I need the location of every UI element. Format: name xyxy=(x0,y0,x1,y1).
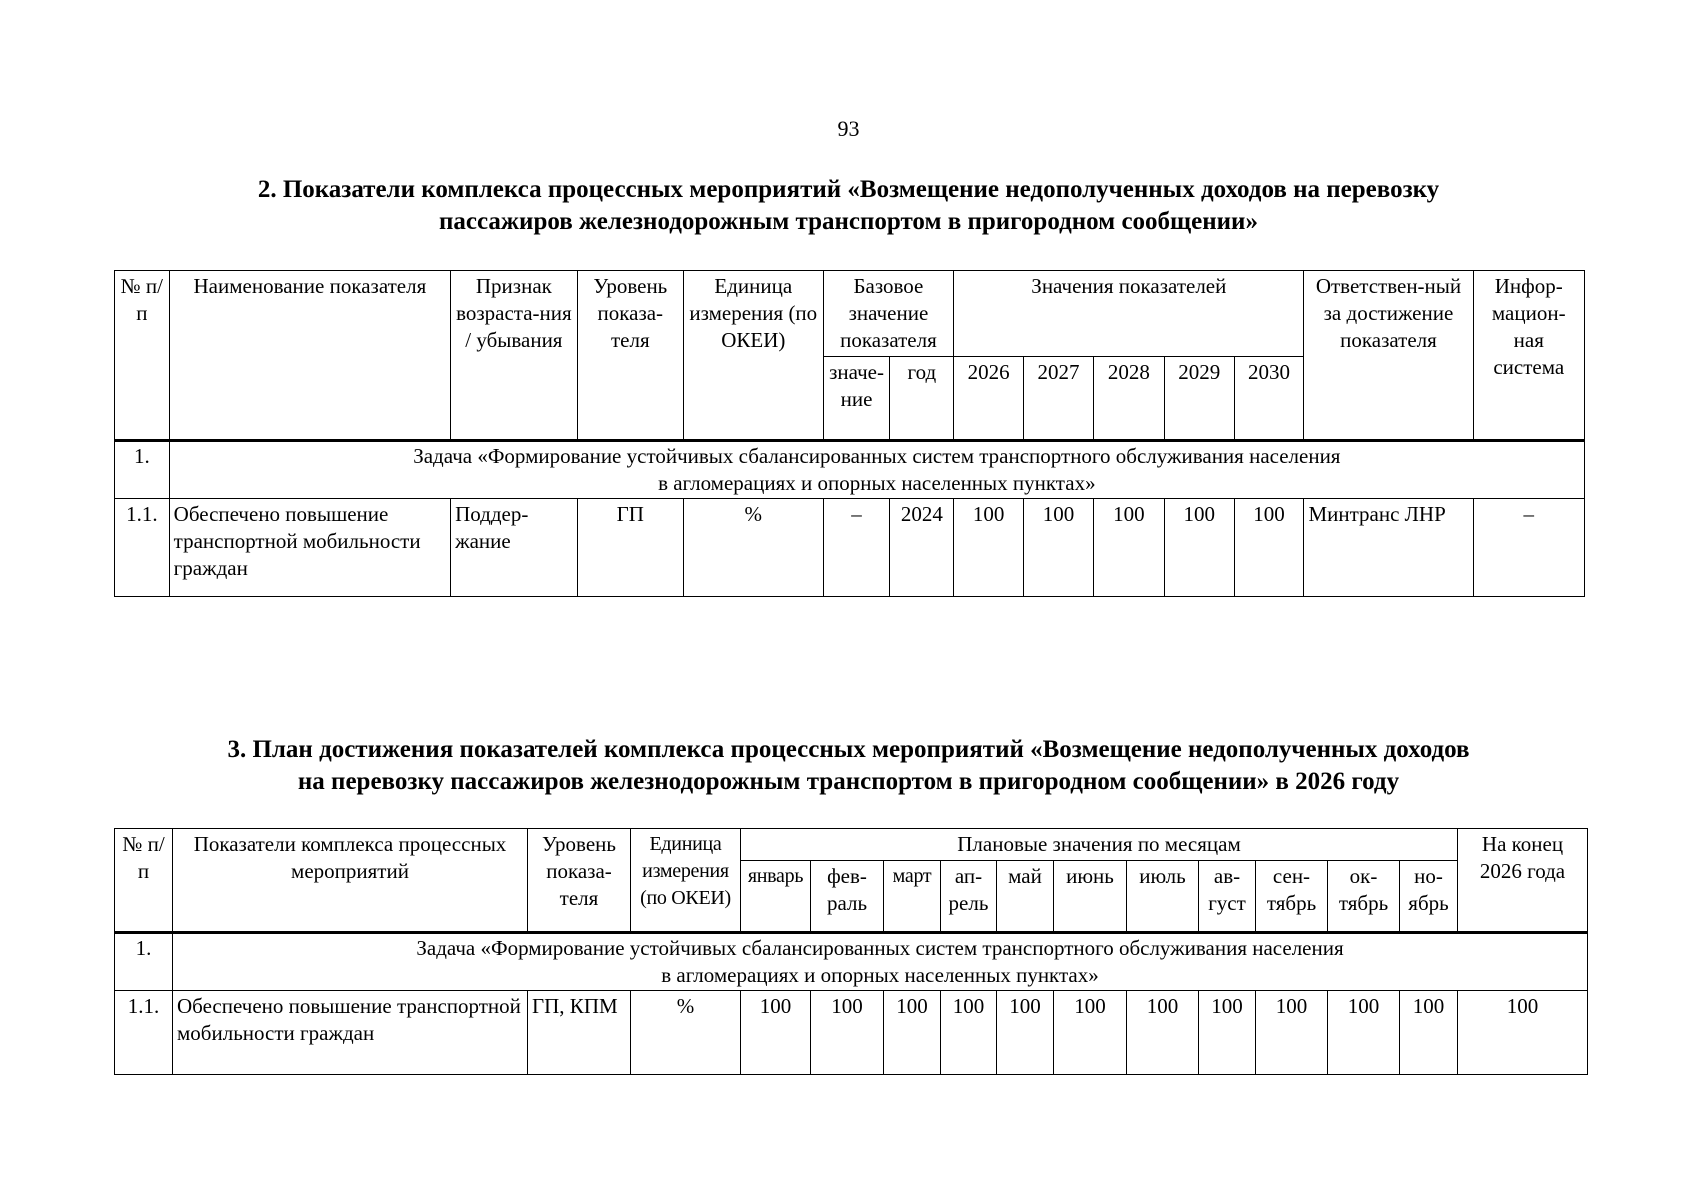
col-month-header: но-ябрь xyxy=(1400,861,1458,933)
col-year-header: 2029 xyxy=(1164,357,1234,441)
task-text-line1: Задача «Формирование устойчивых сбалансированных систем транспортного обслуживания населения xyxy=(413,444,1341,468)
col-base-header: Базовое значение показателя xyxy=(823,271,954,357)
row-unit: % xyxy=(631,991,741,1075)
table2-header-row1 xyxy=(115,829,1588,861)
col-month-header: ок-тябрь xyxy=(1328,861,1400,933)
col-year-header: 2026 xyxy=(954,357,1024,441)
row-sign: Поддер-жание xyxy=(451,499,578,597)
col-month-header: май xyxy=(997,861,1054,933)
row-value: 100 xyxy=(1093,499,1164,597)
row-name: Обеспечено повышение транспортной мобильности граждан xyxy=(169,499,450,597)
row-month-value: 100 xyxy=(811,991,884,1075)
task-text-line2: в агломерациях и опорных населенных пунктах» xyxy=(658,471,1096,495)
col-unit-header: Единица измерения (по ОКЕИ) xyxy=(631,829,741,933)
row-month-value: 100 xyxy=(1328,991,1400,1075)
col-month-header: ап-рель xyxy=(941,861,997,933)
col-level-header: Уровень показа-теля xyxy=(577,271,683,441)
row-level: ГП xyxy=(577,499,683,597)
row-level: ГП, КПМ xyxy=(528,991,631,1075)
section-3-title-line2: на перевозку пассажиров железнодорожным транспортом в пригородном сообщении» в 2026 году xyxy=(297,768,1400,795)
row-responsible: Минтранс ЛНР xyxy=(1304,499,1473,597)
row-month-value: 100 xyxy=(941,991,997,1075)
row-month-value: 100 xyxy=(997,991,1054,1075)
col-responsible-header: Ответствен-ный за достижение показателя xyxy=(1304,271,1473,441)
table1-header-row1 xyxy=(115,271,1585,357)
task-row xyxy=(115,441,1585,499)
col-num-header: № п/п xyxy=(115,271,170,441)
task-num: 1. xyxy=(115,933,173,991)
table-row xyxy=(115,499,1585,597)
col-month-header: июнь xyxy=(1054,861,1127,933)
col-end-of-year-header: На конец 2026 года xyxy=(1458,829,1588,933)
page-number: 93 xyxy=(837,116,860,141)
row-base-value: – xyxy=(823,499,890,597)
row-month-value: 100 xyxy=(1400,991,1458,1075)
indicators-table xyxy=(114,270,1585,597)
col-num-header: № п/п xyxy=(115,829,173,933)
col-base-value-header: значе-ние xyxy=(823,357,890,441)
col-month-header: сен-тябрь xyxy=(1256,861,1328,933)
col-name-header: Показатели комплекса процессных мероприятий xyxy=(173,829,528,933)
monthly-plan-table xyxy=(114,828,1588,1075)
col-month-header: фев-раль xyxy=(811,861,884,933)
row-month-value: 100 xyxy=(741,991,811,1075)
col-month-header: ав-густ xyxy=(1199,861,1256,933)
table-row xyxy=(115,991,1588,1075)
row-month-value: 100 xyxy=(1054,991,1127,1075)
row-value: 100 xyxy=(1234,499,1304,597)
col-month-header: март xyxy=(884,861,941,933)
task-text-line2: в агломерациях и опорных населенных пунктах» xyxy=(661,963,1099,987)
task-num: 1. xyxy=(115,441,170,499)
col-year-header: 2028 xyxy=(1093,357,1164,441)
row-info-system: – xyxy=(1473,499,1584,597)
col-month-header: январь xyxy=(741,861,811,933)
row-value: 100 xyxy=(1024,499,1094,597)
section-2-title xyxy=(0,174,1697,238)
col-level-header: Уровень показа-теля xyxy=(528,829,631,933)
col-month-header: июль xyxy=(1127,861,1199,933)
row-num: 1.1. xyxy=(115,991,173,1075)
col-sign-header: Признак возраста-ния / убывания xyxy=(451,271,578,441)
row-base-year: 2024 xyxy=(890,499,954,597)
col-info-system-header: Инфор-мацион-ная система xyxy=(1473,271,1584,441)
row-num: 1.1. xyxy=(115,499,170,597)
section-3-title-line1: 3. План достижения показателей комплекса процессных мероприятий «Возмещение недополученных доходов xyxy=(227,736,1470,763)
section-2-title-line1: 2. Показатели комплекса процессных мероприятий «Возмещение недополученных доходов на перевозку xyxy=(257,176,1440,203)
col-base-year-header: год xyxy=(890,357,954,441)
row-value: 100 xyxy=(1164,499,1234,597)
col-months-header: Плановые значения по месяцам xyxy=(741,829,1458,861)
col-name-header: Наименование показателя xyxy=(169,271,450,441)
row-unit: % xyxy=(683,499,823,597)
col-unit-header: Единица измерения (по ОКЕИ) xyxy=(683,271,823,441)
row-value: 100 xyxy=(954,499,1024,597)
col-year-header: 2030 xyxy=(1234,357,1304,441)
task-text xyxy=(169,441,1584,499)
row-month-value: 100 xyxy=(1256,991,1328,1075)
section-3-title xyxy=(0,734,1697,798)
col-year-header: 2027 xyxy=(1024,357,1094,441)
row-month-value: 100 xyxy=(884,991,941,1075)
col-values-header: Значения показателей xyxy=(954,271,1304,357)
task-text xyxy=(173,933,1588,991)
task-row xyxy=(115,933,1588,991)
row-end-of-year: 100 xyxy=(1458,991,1588,1075)
task-text-line1: Задача «Формирование устойчивых сбалансированных систем транспортного обслуживания населения xyxy=(416,936,1344,960)
row-month-value: 100 xyxy=(1199,991,1256,1075)
row-name: Обеспечено повышение транспортной мобильности граждан xyxy=(173,991,528,1075)
row-month-value: 100 xyxy=(1127,991,1199,1075)
section-2-title-line2: пассажиров железнодорожным транспортом в пригородном сообщении» xyxy=(439,208,1258,235)
